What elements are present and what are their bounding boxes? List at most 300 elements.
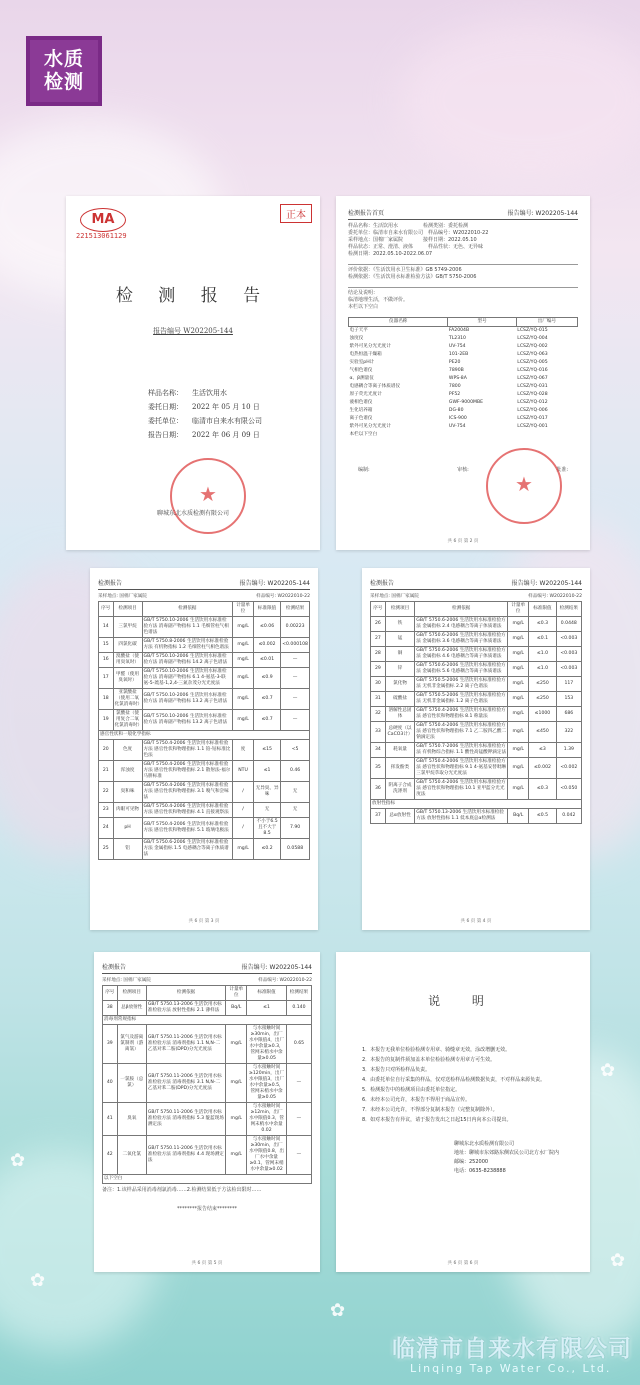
table-cell: GB/T 5750.5-2006 生活饮用水标准检验方法 无机非金属指标 2.2 离子色谱法 [415, 677, 508, 692]
table-cell: GB/T 5750.10-2006 生活饮用水标准检验方法 消毒副产物指标 13.2 离子色谱法 [142, 689, 233, 710]
table-cell: ≤0.06 [254, 617, 281, 638]
cover-field-sample: 样品名称： 生活饮用水 [148, 389, 227, 397]
table-row [99, 782, 310, 803]
column-header: 检测结果 [286, 986, 311, 1001]
table-cell: mg/L [233, 617, 254, 638]
table-cell: mg/L [508, 779, 529, 800]
table-cell: LCSZ/YQ-015 [517, 328, 548, 333]
table-cell: 浊度仪 [349, 336, 364, 341]
table-cell: GB/T 5750.11-2006 生活饮用水标准检验方法 消毒剂指标 4.4 现场测定法 [146, 1136, 225, 1175]
table-cell: GB/T 5750.4-2006 生活饮用水标准检验方法 感官性状和物理指标 5.1 玻璃电极法 [142, 818, 233, 839]
table-row [349, 407, 578, 415]
table-cell: ≤450 [529, 722, 556, 743]
table-cell [516, 431, 577, 439]
table-cell: GB/T 5750.7-2006 生活饮用水标准检验方法 有机物综合指标 1.1 酸性高锰酸钾滴定法 [415, 743, 508, 758]
p5-location: 采样地点: 国棉厂家属院 [102, 978, 151, 983]
table-cell: LCSZ/YQ-031 [517, 384, 548, 389]
table-cell: 紫外可见分光光度计 [349, 344, 391, 349]
table-cell: GB/T 5750.4-2006 生活饮用水标准检验方法 感官性状和物理指标 7.1 乙二胺四乙酸二钠滴定法 [415, 722, 508, 743]
table-cell: mg/L [233, 839, 254, 860]
table-cell: mg/L [226, 1103, 247, 1136]
original-stamp: 正本 [280, 204, 312, 223]
table-row [371, 809, 582, 824]
summary-seal [486, 448, 562, 524]
table-cell: 0.140 [286, 1001, 311, 1016]
table-row [99, 617, 310, 638]
report-summary-page [336, 196, 590, 550]
table-cell: 与水接触时间≥30min，出厂水中限值0.8，出厂水中余量≥0.1，管网末梢水中余量≥0.02 [247, 1136, 287, 1175]
table-cell: GB/T 5750.6-2006 生活饮用水标准检验方法 金属指标 2.4 电感耦合等离子体质谱法 [415, 617, 508, 632]
table-cell: 40 [103, 1064, 118, 1103]
table-cell: ≤250 [529, 677, 556, 692]
table-cell: GB/T 5750.4-2006 生活饮用水标准检验方法 感官性状和物理指标 3.1 嗅气和尝味法 [142, 782, 233, 803]
table-cell: Bq/L [226, 1001, 247, 1016]
table-cell: mg/L [233, 653, 254, 668]
table-cell: 0.00223 [281, 617, 310, 638]
table-cell: GB/T 5750.13-2006 生活饮用水标准检验方法 放射性指标 2.1 薄样法 [146, 1001, 225, 1016]
table-cell: WPS-8A [448, 376, 467, 381]
table-cell: ≤0.7 [254, 689, 281, 710]
table-cell: 36 [371, 779, 386, 800]
table-cell: α、β测量仪 [349, 376, 374, 381]
page-number: 共 6 页 第 2 页 [447, 539, 479, 544]
notes-contact: 聊城东北水质检测有限公司 地址：聊城市东郊路东侧农民公司北方水厂院内 邮编：252000 电话：0635-8238888 [454, 1141, 560, 1174]
summary-conclusion: 结论及说明： 临清地理生活，不做评价。 本栏以下空白 [348, 287, 578, 311]
table-cell: 19 [99, 710, 114, 731]
table-cell: 氯化物 [385, 677, 415, 692]
column-header: 计量单位 [226, 986, 247, 1001]
table-cell: 阴离子合成洗涤剂 [385, 779, 415, 800]
table-cell: 生化培养箱 [349, 408, 373, 413]
table-cell: 甲醛（使用臭氧时） [113, 668, 142, 689]
table-row [99, 653, 310, 668]
table-cell: 24 [99, 818, 114, 839]
table-cell: 紫外可见分光光度计 [349, 424, 391, 429]
results-table-p4 [370, 601, 582, 824]
table-cell: 无 [281, 782, 310, 803]
table-cell: mg/L [508, 617, 529, 632]
table-cell: 铝 [113, 839, 142, 860]
table-cell: 7.90 [281, 818, 310, 839]
table-cell: ≤0.9 [254, 668, 281, 689]
table-row [371, 692, 582, 707]
table-cell: 锰 [385, 632, 415, 647]
table-row [349, 343, 578, 351]
p3-location: 采样地点: 国棉厂家属院 [98, 594, 147, 599]
table-cell: 35 [371, 758, 386, 779]
table-cell: GB/T 5750.8-2006 生活饮用水标准检验方法 有机物指标 1.2 毛细管柱气相色谱法 [142, 638, 233, 653]
flower-icon: ✿ [600, 1060, 616, 1081]
table-row [371, 707, 582, 722]
table-cell: 28 [371, 647, 386, 662]
p4-location: 采样地点: 国棉厂家属院 [370, 594, 419, 599]
table-cell: 耗氧量 [385, 743, 415, 758]
table-cell: 实验室pH计 [349, 360, 375, 365]
table-cell: 无异臭、异味 [254, 782, 281, 803]
table-cell: mg/L [508, 722, 529, 743]
p5-head-left: 检测报告 [102, 964, 127, 971]
table-cell: mg/L [508, 743, 529, 758]
table-row [349, 399, 578, 407]
table-row [349, 367, 578, 375]
table-cell: 34 [371, 743, 386, 758]
table-cell: 17 [99, 668, 114, 689]
report-notes-page [336, 952, 590, 1272]
table-cell: 26 [371, 617, 386, 632]
table-cell: ≤250 [529, 692, 556, 707]
table-row [99, 740, 310, 761]
table-cell: 18 [99, 689, 114, 710]
report-page-3 [90, 568, 318, 930]
table-cell: PF52 [448, 392, 461, 397]
table-cell: LCSZ/YQ-063 [517, 352, 548, 357]
table-cell: 25 [99, 839, 114, 860]
table-row [103, 1175, 312, 1184]
table-cell: GB/T 5750.4-2006 生活饮用水标准检验方法 感官性状和物理指标 2.1 散射法-福尔马肼标准 [142, 761, 233, 782]
company-name-en: Linqing Tap Water Co., Ltd. [410, 1362, 612, 1375]
cma-code: 221513061129 [76, 232, 127, 240]
table-cell: GB/T 5750.13-2006 生活饮用水标准检验方法 放射性指标 1.1 低本底总α检测法 [415, 809, 508, 824]
table-cell: 总α放射性 [385, 809, 415, 824]
table-cell: 31 [371, 692, 386, 707]
table-cell: 21 [99, 761, 114, 782]
table-cell: mg/L [508, 662, 529, 677]
table-cell: 0.46 [281, 761, 310, 782]
table-cell: 电热恒温干燥箱 [349, 352, 382, 357]
issuer-name: 聊城东北水质检测有限公司 [156, 510, 229, 517]
table-cell: LCSZ/YQ-067 [517, 376, 548, 381]
table-row [103, 1136, 312, 1175]
p5-head-right: 报告编号: W202205-144 [241, 964, 312, 971]
table-cell: ≤0.5 [529, 809, 556, 824]
table-cell: 322 [556, 722, 581, 743]
table-cell: LCSZ/YQ-028 [517, 392, 548, 397]
badge-line-1: 水质 [43, 48, 84, 70]
table-cell: 与水接触时间≥12min，出厂水中限值0.3，管网末梢水中余量0.02 [247, 1103, 287, 1136]
column-header: 序号 [103, 986, 118, 1001]
p4-head-right: 报告编号: W202205-144 [511, 580, 582, 587]
table-cell: — [281, 668, 310, 689]
table-row [349, 383, 578, 391]
table-cell: / [233, 818, 254, 839]
table-row [99, 638, 310, 653]
table-cell: 29 [371, 662, 386, 677]
table-cell: mg/L [508, 677, 529, 692]
table-cell: 0.65 [286, 1025, 311, 1064]
table-cell: 与水接触时间≥120min，出厂水中限值3，出厂水中余量≥0.5，管网末梢水中余量≥0.05 [247, 1064, 287, 1103]
table-cell: 锌 [385, 662, 415, 677]
badge-line-2: 检测 [43, 71, 84, 93]
table-cell: <0.003 [556, 662, 581, 677]
table-cell: ≤0.3 [529, 617, 556, 632]
table-cell: 氯气及游离氯制剂（游离氯） [117, 1025, 146, 1064]
table-cell: GB/T 5750.4-2006 生活饮用水标准检验方法 感官性状和物理指标 1.1 铂-钴标准比色法 [142, 740, 233, 761]
table-cell: 臭氧 [117, 1103, 146, 1136]
table-cell: DG-80 [448, 408, 464, 413]
table-row [99, 668, 310, 689]
instrument-table: 仪器名称 型号 出厂编号 电子天平 FA2004B LCSZ/YQ-015 浊度仪 TL2310 LCSZ/YQ-004 紫外可见分光光度计 UV-754 LCSZ/YQ-002 电热恒温干燥箱 101-2EB LCSZ/YQ-063 实验室pH计 PE20 LCSZ/YQ-005 气相色谱仪 7890B LCSZ/YQ-016 α、β测量仪 WPS-8A LCSZ/YQ-067 电感耦合等离子体质谱仪 7800 LCSZ/YQ-031 原子荧光光度计 PF52 LCSZ/YQ-028 液相色谱仪 GWF-9000MBE LCSZ/YQ-012 生化培养箱 DG-80 LCSZ/YQ-006 离子色谱仪 ICS-900 LCSZ/YQ-017 紫外可见分光光度计 UV-754 LCSZ/YQ-001 本栏以下空白 [348, 317, 578, 439]
table-cell: mg/L [233, 668, 254, 689]
table-cell: / [233, 782, 254, 803]
table-cell: — [286, 1064, 311, 1103]
table-row [99, 818, 310, 839]
table-cell: mg/L [226, 1025, 247, 1064]
table-row [99, 689, 310, 710]
table-cell: 色度 [113, 740, 142, 761]
table-cell: ≤0.002 [529, 758, 556, 779]
table-row [371, 743, 582, 758]
table-cell: GWF-9000MBE [448, 400, 484, 405]
table-cell: 1.39 [556, 743, 581, 758]
table-cell: LCSZ/YQ-016 [517, 368, 548, 373]
table-cell: NTU [233, 761, 254, 782]
table-row [371, 647, 582, 662]
table-row [349, 423, 578, 431]
cover-field-report-date: 报告日期： 2022 年 06 月 09 日 [148, 431, 260, 439]
table-cell: GB/T 5750.11-2006 生活饮用水标准检验方法 消毒剂指标 5.3 靛蓝现场测定法 [146, 1103, 225, 1136]
column-header: 检测依据 [146, 986, 225, 1001]
table-cell: — [281, 689, 310, 710]
p3-head-right: 报告编号: W202205-144 [239, 580, 310, 587]
table-row [371, 800, 582, 809]
table-row [99, 710, 310, 731]
table-cell: GB/T 5750.10-2006 生活饮用水标准检验方法 消毒副产物指标 13.2 离子色谱法 [142, 710, 233, 731]
table-cell: UV-754 [448, 424, 466, 429]
table-cell: 38 [103, 1001, 118, 1016]
table-cell: / [233, 803, 254, 818]
table-cell: 27 [371, 632, 386, 647]
report-page-4 [362, 568, 590, 930]
table-cell: 浑浊度 [113, 761, 142, 782]
table-header-row [371, 602, 582, 617]
cma-mark: MA [80, 208, 126, 232]
table-cell: LCSZ/YQ-002 [517, 344, 548, 349]
table-cell: ≤15 [254, 740, 281, 761]
table-cell: UV-754 [448, 344, 466, 349]
table-cell: GB/T 5750.6-2006 生活饮用水标准检验方法 金属指标 1.5 电感耦合等离子体质谱法 [142, 839, 233, 860]
table-cell: LCSZ/YQ-005 [517, 360, 548, 365]
table-cell: 153 [556, 692, 581, 707]
table-cell: 铁 [385, 617, 415, 632]
table-cell: GB/T 5750.6-2006 生活饮用水标准检验方法 金属指标 4.6 电感耦合等离子体质谱法 [415, 647, 508, 662]
table-cell: 铜 [385, 647, 415, 662]
table-cell: 本栏以下空白 [349, 432, 378, 437]
table-cell: GB/T 5750.10-2006 生活饮用水标准检验方法 消毒副产物指标 6.1 4-氨基-3-联氨-5-巯基-1,2,4-三氮杂茂分光光度法 [142, 668, 233, 689]
table-cell: mg/L [226, 1136, 247, 1175]
table-cell: ≤1.0 [529, 647, 556, 662]
table-cell: 30 [371, 677, 386, 692]
table-cell: 37 [371, 809, 386, 824]
table-cell: 度 [233, 740, 254, 761]
table-cell: 与水接触时间≥30min，出厂水中限值4，出厂水中余量≥0.3，管网末梢水中余量≥0.05 [247, 1025, 287, 1064]
column-header: 计量单位 [233, 602, 254, 617]
table-cell: — [281, 653, 310, 668]
table-cell: <0.050 [556, 779, 581, 800]
summary-head-left: 检测报告首页 [348, 210, 385, 217]
section-label: 放射性指标 [371, 800, 582, 809]
table-cell: ≤3 [529, 743, 556, 758]
table-row [99, 761, 310, 782]
table-cell: 33 [371, 722, 386, 743]
table-cell: <0.000108 [281, 638, 310, 653]
table-cell: 39 [103, 1025, 118, 1064]
table-row [349, 351, 578, 359]
column-header: 序号 [371, 602, 386, 617]
p5-sample-no: 样品编号: W2022010-22 [258, 978, 312, 983]
table-cell: 41 [103, 1103, 118, 1136]
table-cell: 氯酸盐（使用复合二氧化氯消毒时） [113, 710, 142, 731]
p3-sample-no: 样品编号: W2022010-22 [256, 594, 310, 599]
table-cell: 23 [99, 803, 114, 818]
table-cell: LCSZ/YQ-006 [517, 408, 548, 413]
table-cell: PE20 [448, 360, 461, 365]
table-cell: GB/T 5750.5-2006 生活饮用水标准检验方法 无机非金属指标 1.2 离子色谱法 [415, 692, 508, 707]
table-header-row [103, 986, 312, 1001]
table-cell: GB/T 5750.11-2006 生活饮用水标准检验方法 消毒剂指标 1.1 N,N-二乙基对苯二胺(DPD)分光光度法 [146, 1025, 225, 1064]
table-cell: mg/L [508, 692, 529, 707]
table-cell: ≤0.3 [529, 779, 556, 800]
table-cell: mg/L [508, 758, 529, 779]
table-cell: 硫酸盐 [385, 692, 415, 707]
table-cell: <0.002 [556, 758, 581, 779]
page-number: 共 6 页 第 6 页 [447, 1261, 479, 1266]
cover-field-date: 委托日期： 2022 年 05 月 10 日 [148, 403, 260, 411]
table-cell: ≤0.2 [254, 839, 281, 860]
report-cover-page [66, 196, 320, 550]
notes-list: 1．本报告无我单位检验检测专用章、骑缝章无效，涂改增删无效。 2．本报告的复制件须加盖本单位检验检测专用章方可生效。 3．本报告只对所检样品负责。 4．由委托单位自行采集的样品，仅对送检样品检测数据负责，不对样品来源负责。 5．检测报告中的检测项目由委托单位指定。 6．未经本公司允许，本报告不得用于商品宣传。 7．未经本公司允许，不得部分复制本报告（完整复制除外）。 8．如对本报告有异议，请于报告发出之日起15日内向本公司提出。 [362, 1047, 546, 1123]
cover-field-client: 委托单位： 临清市自来水有限公司 [148, 417, 262, 425]
table-row [99, 839, 310, 860]
page-number: 共 6 页 第 5 页 [191, 1261, 223, 1266]
table-cell: mg/L [226, 1064, 247, 1103]
table-cell: 一氯胺（总氯） [117, 1064, 146, 1103]
table-cell: 二氧化氯 [117, 1136, 146, 1175]
table-cell: 三氯甲烷 [113, 617, 142, 638]
table-cell: 总β放射性 [117, 1001, 146, 1016]
table-row [371, 617, 582, 632]
column-header: 计量单位 [508, 602, 529, 617]
p3-head-left: 检测报告 [98, 580, 123, 587]
table-cell: ≤1.0 [529, 662, 556, 677]
column-header: 检测项目 [385, 602, 415, 617]
summary-basis: 评价依据：《生活饮用水卫生标准》GB 5749-2006 检测依据：《生活饮用水标准检验方法》GB/T 5750-2006 [348, 264, 578, 281]
column-header: 检测结果 [556, 602, 581, 617]
p4-head-left: 检测报告 [370, 580, 395, 587]
table-row [103, 1103, 312, 1136]
table-cell: 0.042 [556, 809, 581, 824]
table-cell: <0.003 [556, 632, 581, 647]
table-cell: mg/L [233, 689, 254, 710]
table-row [103, 1064, 312, 1103]
table-cell: Bq/L [508, 809, 529, 824]
table-cell: 686 [556, 707, 581, 722]
column-header: 序号 [99, 602, 114, 617]
table-row [349, 431, 578, 439]
table-row [371, 632, 582, 647]
table-cell: 16 [99, 653, 114, 668]
table-cell: GB/T 5750.10-2006 生活饮用水标准检验方法 消毒副产物指标 14.2 离子色谱法 [142, 653, 233, 668]
table-cell: 总硬度（以CaCO3计） [385, 722, 415, 743]
table-cell: mg/L [233, 710, 254, 731]
table-cell: 气相色谱仪 [349, 368, 373, 373]
table-cell: TL2310 [448, 336, 466, 341]
table-cell: 液相色谱仪 [349, 400, 373, 405]
table-header-row [99, 602, 310, 617]
table-row [349, 391, 578, 399]
table-cell: 挥发酚类 [385, 758, 415, 779]
table-cell: pH [113, 818, 142, 839]
table-cell: 0.0588 [281, 839, 310, 860]
table-cell: 22 [99, 782, 114, 803]
table-cell: 32 [371, 707, 386, 722]
table-row [99, 803, 310, 818]
official-seal [170, 458, 246, 534]
signature-row: 编制: 审核: 批准: [358, 467, 568, 473]
report-title: 检 测 报 告 [115, 286, 271, 306]
summary-head-right: 报告编号: W202205-144 [507, 210, 578, 217]
column-header: 检测结果 [281, 602, 310, 617]
flower-icon: ✿ [30, 1270, 46, 1291]
table-cell: 15 [99, 638, 114, 653]
table-cell: GB/T 5750.4-2006 生活饮用水标准检验方法 感官性状和物理指标 4.1 直接观察法 [142, 803, 233, 818]
table-cell: GB/T 5750.6-2006 生活饮用水标准检验方法 金属指标 3.6 电感耦合等离子体质谱法 [415, 632, 508, 647]
table-cell: GB/T 5750.10-2006 生活饮用水标准检验方法 消毒副产物指标 1.1 毛细管柱气相色谱法 [142, 617, 233, 638]
column-header: 标准限值 [247, 986, 287, 1001]
results-table-p5 [102, 985, 312, 1184]
table-cell: 无 [281, 803, 310, 818]
table-cell: ≤0.1 [529, 632, 556, 647]
table-cell: 溴酸盐（使用臭氧时） [113, 653, 142, 668]
column-header: 检测项目 [113, 602, 142, 617]
table-cell: LCSZ/YQ-017 [517, 416, 548, 421]
table-cell: 溶解性总固体 [385, 707, 415, 722]
table-cell: 电感耦合等离子体质谱仪 [349, 384, 401, 389]
table-row [349, 327, 578, 336]
table-cell: — [286, 1136, 311, 1175]
table-cell: — [281, 710, 310, 731]
flower-icon: ✿ [10, 1150, 26, 1171]
table-row [371, 677, 582, 692]
section-label: 以下空白 [103, 1175, 312, 1184]
table-cell: mg/L [233, 638, 254, 653]
report-page-5 [94, 952, 320, 1272]
table-cell: FA2004B [448, 328, 470, 333]
column-header: 标准限值 [254, 602, 281, 617]
table-cell: GB/T 5750.11-2006 生活饮用水标准检验方法 消毒剂指标 3.1 N,N-二乙基对苯二胺(DPD)分光光度法 [146, 1064, 225, 1103]
table-cell: GB/T 5750.4-2006 生活饮用水标准检验方法 感官性状和物理指标 9.1 4-氨基安替吡啉三氯甲烷萃取分光光度法 [415, 758, 508, 779]
table-cell: 肉眼可见物 [113, 803, 142, 818]
table-cell: <5 [281, 740, 310, 761]
column-header: 检测依据 [142, 602, 233, 617]
table-cell: GB/T 5750.4-2006 生活饮用水标准检验方法 感官性状和物理指标 8.1 称量法 [415, 707, 508, 722]
table-cell: 臭和味 [113, 782, 142, 803]
column-header: 标准限值 [529, 602, 556, 617]
table-cell: ≤0.7 [254, 710, 281, 731]
results-table-p3 [98, 601, 310, 860]
table-cell: GB/T 5750.6-2006 生活饮用水标准检验方法 金属指标 5.6 电感耦合等离子体质谱法 [415, 662, 508, 677]
p5-end-mark: ********报告结束******** [176, 1206, 237, 1212]
flower-icon: ✿ [610, 1250, 626, 1271]
page-number: 共 6 页 第 4 页 [460, 919, 492, 924]
table-cell: mg/L [508, 632, 529, 647]
table-cell [448, 431, 516, 439]
table-cell: ≤1000 [529, 707, 556, 722]
table-cell: 四氯化碳 [113, 638, 142, 653]
table-row [349, 335, 578, 343]
table-row [349, 375, 578, 383]
table-row [371, 662, 582, 677]
page-number: 共 6 页 第 3 页 [188, 919, 220, 924]
